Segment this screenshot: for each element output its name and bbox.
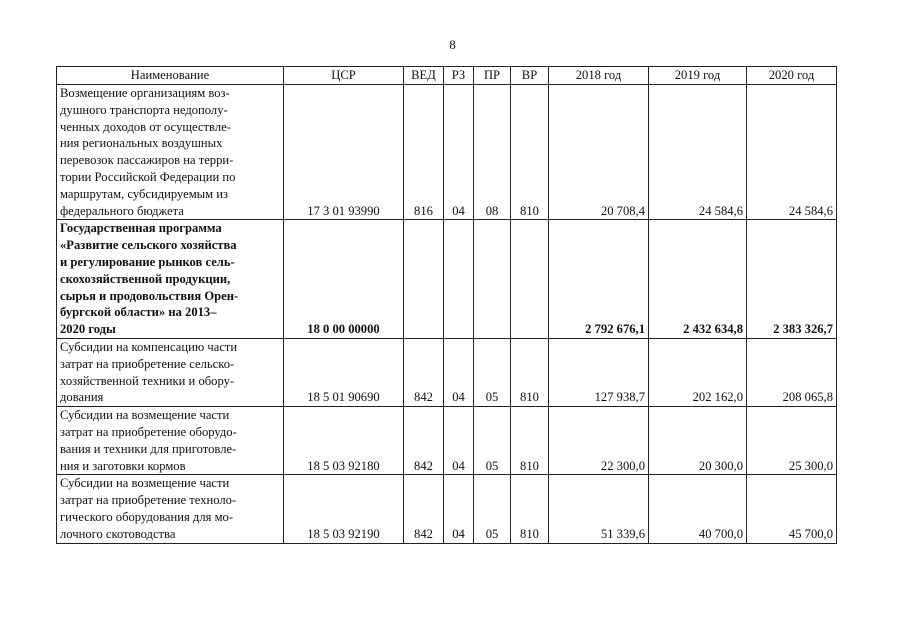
name-line: бургской области» на 2013– [60,305,217,320]
name-line: гического оборудования для мо- [60,509,234,524]
row-2019: 40 700,0 [649,475,747,543]
row-ved: 842 [404,338,444,406]
name-line: Субсидии на возмещение части [60,476,230,491]
name-line: затрат на приобретение сельско- [60,356,235,371]
row-2018: 20 708,4 [549,85,649,220]
name-line: Субсидии на возмещение части [60,408,230,423]
row-rz: 04 [444,407,474,475]
row-2019: 24 584,6 [649,85,747,220]
row-pr: 05 [474,338,511,406]
name-line: перевозок пассажиров на терри- [60,153,234,168]
table-row [57,407,837,475]
name-line: Государственная программа [60,221,222,236]
name-line: скохозяйственной продукции, [60,271,231,286]
header-2018: 2018 год [549,67,649,85]
header-csr: ЦСР [284,67,404,85]
header-vr: ВР [511,67,549,85]
row-2020: 208 065,8 [747,338,837,406]
table-row [57,338,837,406]
row-rz: 04 [444,475,474,543]
row-name [57,475,284,543]
budget-table [56,66,837,544]
row-pr: 05 [474,407,511,475]
row-rz [444,220,474,339]
name-line: «Развитие сельского хозяйства [60,238,237,253]
table-row [57,475,837,543]
row-rz: 04 [444,338,474,406]
name-line: 2020 годы [60,322,116,337]
row-csr: 18 5 01 90690 [284,338,404,406]
page-number: 8 [449,37,456,52]
name-line: дования [60,390,104,405]
row-2020: 25 300,0 [747,407,837,475]
header-pr: ПР [474,67,511,85]
table-row [57,220,837,339]
row-pr: 08 [474,85,511,220]
name-line: ния и заготовки кормов [60,458,186,473]
name-line: сырья и продовольствия Орен- [60,288,239,303]
row-rz: 04 [444,85,474,220]
row-vr: 810 [511,85,549,220]
row-ved: 842 [404,407,444,475]
row-2020: 24 584,6 [747,85,837,220]
name-line: тории Российской Федерации по [60,169,236,184]
row-vr: 810 [511,407,549,475]
header-name: Наименование [57,67,284,85]
row-name [57,338,284,406]
row-csr: 18 5 03 92180 [284,407,404,475]
row-2019: 20 300,0 [649,407,747,475]
table-header-row [57,67,837,85]
name-line: вания и техники для приготовле- [60,441,237,456]
row-2020: 2 383 326,7 [747,220,837,339]
row-csr: 17 3 01 93990 [284,85,404,220]
row-vr: 810 [511,475,549,543]
name-line: федерального бюджета [60,203,184,218]
row-vr: 810 [511,338,549,406]
row-name [57,85,284,220]
row-2018: 127 938,7 [549,338,649,406]
row-csr: 18 0 00 00000 [284,220,404,339]
name-line: лочного скотоводства [60,526,176,541]
name-line: хозяйственной техники и обору- [60,373,235,388]
row-ved: 842 [404,475,444,543]
row-2018: 2 792 676,1 [549,220,649,339]
row-name [57,407,284,475]
row-csr: 18 5 03 92190 [284,475,404,543]
name-line: и регулирование рынков сель- [60,254,235,269]
row-2020: 45 700,0 [747,475,837,543]
header-ved: ВЕД [404,67,444,85]
row-name [57,220,284,339]
row-ved [404,220,444,339]
row-ved: 816 [404,85,444,220]
row-2018: 51 339,6 [549,475,649,543]
row-pr [474,220,511,339]
header-2020: 2020 год [747,67,837,85]
name-line: маршрутам, субсидируемым из [60,186,228,201]
row-2019: 202 162,0 [649,338,747,406]
name-line: Субсидии на компенсацию части [60,339,238,354]
row-vr [511,220,549,339]
name-line: Возмещение организациям воз- [60,86,230,100]
row-2019: 2 432 634,8 [649,220,747,339]
header-2019: 2019 год [649,67,747,85]
name-line: затрат на приобретение техноло- [60,493,237,508]
header-rz: РЗ [444,67,474,85]
name-line: затрат на приобретение оборудо- [60,424,237,439]
name-line: душного транспорта недополу- [60,102,228,117]
row-2018: 22 300,0 [549,407,649,475]
name-line: ния региональных воздушных [60,136,223,151]
name-line: ченных доходов от осуществле- [60,119,231,134]
row-pr: 05 [474,475,511,543]
table-row [57,85,837,220]
